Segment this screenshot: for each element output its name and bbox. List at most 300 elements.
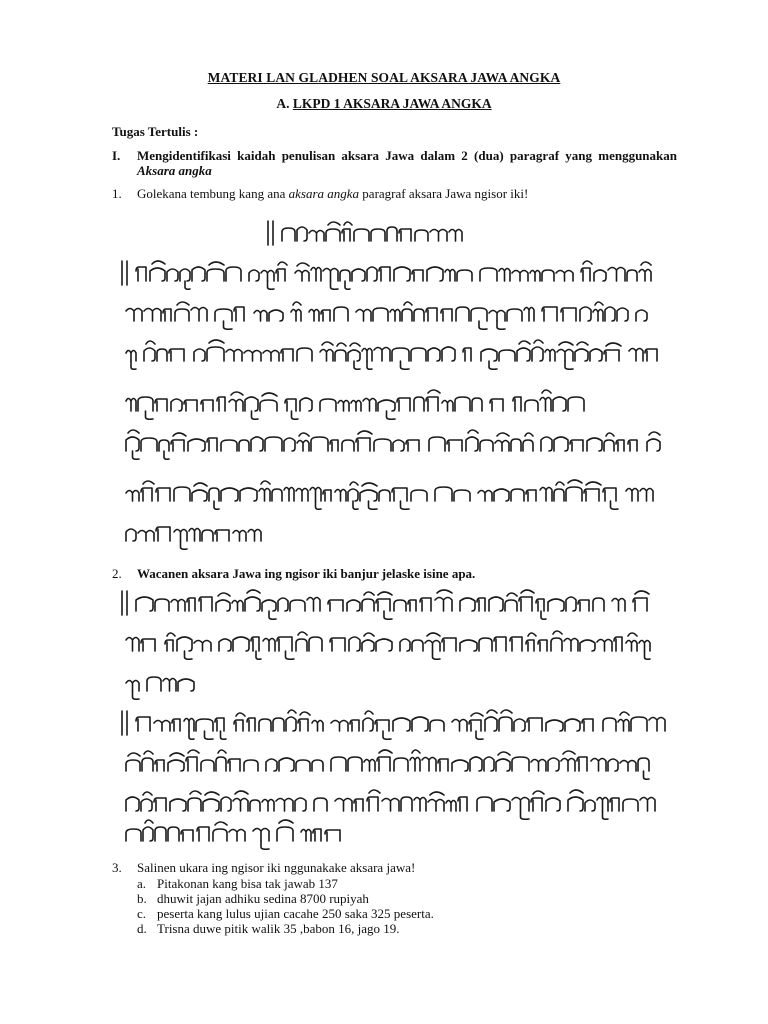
aksara-glyph bbox=[296, 760, 310, 771]
sandhangan-mark bbox=[279, 820, 293, 823]
aksara-glyph bbox=[362, 599, 374, 611]
aksara-glyph bbox=[526, 490, 536, 501]
aksara-glyph bbox=[296, 489, 308, 502]
sandhangan-mark bbox=[519, 341, 530, 344]
aksara-glyph bbox=[309, 310, 319, 322]
aksara-glyph bbox=[126, 399, 136, 412]
pasangan-mark bbox=[353, 501, 358, 509]
aksara-glyph bbox=[163, 679, 176, 692]
aksara-glyph bbox=[201, 760, 214, 771]
aksara-glyph bbox=[126, 309, 142, 322]
aksara-glyph bbox=[447, 440, 462, 451]
aksara-glyph bbox=[505, 600, 517, 611]
aksara-glyph bbox=[156, 527, 170, 541]
aksara-glyph bbox=[174, 530, 187, 542]
aksara-glyph bbox=[378, 400, 395, 411]
aksara-jawa-line bbox=[126, 790, 655, 819]
sandhangan-mark bbox=[525, 433, 533, 436]
pasangan-mark bbox=[479, 321, 487, 329]
aksara-glyph bbox=[335, 799, 352, 812]
aksara-glyph bbox=[229, 400, 243, 412]
aksara-glyph bbox=[452, 720, 467, 732]
aksara-glyph bbox=[647, 439, 660, 451]
aksara-glyph bbox=[597, 640, 612, 652]
aksara-glyph bbox=[156, 488, 170, 501]
pasangan-mark bbox=[205, 731, 214, 739]
sandhangan-mark bbox=[128, 753, 140, 756]
aksara-glyph bbox=[141, 488, 152, 501]
aksara-glyph bbox=[286, 717, 296, 731]
aksara-glyph bbox=[126, 681, 139, 692]
aksara-glyph bbox=[342, 229, 350, 241]
aksara-glyph bbox=[585, 800, 595, 811]
sandhangan-mark bbox=[190, 791, 201, 794]
aksara-glyph bbox=[142, 758, 153, 771]
aksara-glyph bbox=[510, 637, 522, 651]
aksara-glyph bbox=[626, 489, 638, 502]
aksara-glyph bbox=[494, 489, 509, 501]
pasangan-mark bbox=[221, 731, 227, 739]
sandhangan-mark bbox=[173, 433, 186, 436]
aksara-glyph bbox=[410, 758, 420, 772]
aksara-glyph bbox=[379, 490, 390, 501]
aksara-glyph bbox=[593, 598, 604, 611]
aksara-glyph bbox=[330, 440, 338, 451]
aksara-glyph bbox=[259, 719, 271, 731]
aksara-glyph bbox=[331, 757, 346, 771]
aksara-glyph bbox=[435, 487, 452, 501]
aksara-glyph bbox=[392, 488, 407, 501]
aksara-glyph bbox=[597, 798, 608, 812]
sandhangan-mark bbox=[568, 480, 582, 483]
aksara-glyph bbox=[512, 798, 529, 812]
aksara-glyph bbox=[557, 350, 573, 362]
aksara-glyph bbox=[259, 489, 270, 502]
aksara-glyph bbox=[580, 307, 591, 321]
aksara-glyph bbox=[263, 639, 275, 652]
aksara-glyph bbox=[141, 438, 157, 451]
aksara-glyph bbox=[180, 269, 190, 281]
sandhangan-mark bbox=[358, 431, 372, 434]
aksara-glyph bbox=[349, 637, 360, 651]
aksara-glyph bbox=[253, 829, 269, 842]
aksara-glyph bbox=[445, 270, 455, 282]
aksara-glyph bbox=[356, 310, 371, 322]
aksara-glyph bbox=[435, 598, 452, 612]
sandhangan-mark bbox=[322, 342, 333, 345]
question-3-number: 3. bbox=[112, 860, 122, 875]
aksara-glyph bbox=[154, 721, 170, 732]
pasangan-mark bbox=[189, 731, 194, 739]
aksara-glyph bbox=[494, 799, 510, 811]
aksara-glyph bbox=[542, 270, 554, 281]
aksara-glyph bbox=[477, 797, 492, 811]
question-2-number: 2. bbox=[112, 566, 122, 581]
aksara-jawa-line bbox=[126, 480, 653, 509]
aksara-glyph bbox=[517, 348, 530, 361]
aksara-glyph bbox=[172, 719, 180, 731]
pasangan-mark bbox=[354, 361, 360, 369]
aksara-glyph bbox=[568, 797, 583, 811]
aksara-glyph bbox=[438, 759, 448, 771]
aksara-glyph bbox=[393, 440, 404, 451]
question-2-text: Wacanen aksara Jawa ing ngisor iki banjur jelaske isine apa. bbox=[137, 566, 476, 581]
pasangan-mark bbox=[269, 611, 276, 619]
sandhangan-mark bbox=[606, 343, 621, 346]
aksara-glyph bbox=[640, 798, 655, 812]
aksara-glyph bbox=[568, 397, 584, 411]
aksara-glyph bbox=[392, 348, 409, 361]
aksara-glyph bbox=[400, 639, 410, 651]
aksara-glyph bbox=[254, 311, 267, 322]
aksara-glyph bbox=[426, 308, 437, 321]
aksara-glyph bbox=[239, 440, 249, 451]
sandhangan-mark bbox=[143, 481, 154, 484]
question-1-number: 1. bbox=[112, 186, 122, 201]
aksara-glyph bbox=[297, 227, 307, 241]
sandhangan-mark bbox=[378, 592, 392, 595]
aksara-glyph bbox=[126, 760, 140, 771]
aksara-glyph bbox=[310, 488, 321, 502]
aksara-glyph bbox=[489, 311, 505, 322]
aksara-glyph bbox=[126, 437, 139, 451]
aksara-glyph bbox=[371, 229, 385, 241]
aksara-glyph bbox=[639, 270, 651, 282]
aksara-glyph bbox=[429, 437, 445, 451]
sandhangan-mark bbox=[586, 482, 601, 485]
aksara-glyph bbox=[284, 488, 294, 502]
aksara-glyph bbox=[401, 797, 412, 811]
aksara-glyph bbox=[192, 267, 205, 281]
pasangan-mark bbox=[261, 841, 269, 849]
aksara-glyph bbox=[561, 308, 576, 321]
sandhangan-mark bbox=[350, 343, 360, 346]
aksara-glyph bbox=[507, 309, 522, 321]
aksara-glyph bbox=[290, 600, 305, 611]
section-i-number: I. bbox=[112, 148, 121, 163]
aksara-glyph bbox=[174, 487, 190, 501]
sandhangan-mark bbox=[606, 433, 614, 436]
aksara-glyph bbox=[541, 437, 552, 451]
aksara-glyph bbox=[471, 308, 487, 321]
aksara-glyph bbox=[603, 488, 616, 501]
aksara-glyph bbox=[291, 310, 301, 322]
aksara-jawa-lines bbox=[122, 221, 665, 849]
pasangan-mark bbox=[286, 651, 295, 659]
aksara-glyph bbox=[126, 638, 139, 652]
aksara-glyph bbox=[245, 597, 260, 611]
aksara-glyph bbox=[207, 438, 217, 451]
aksara-glyph bbox=[141, 799, 152, 811]
aksara-glyph bbox=[608, 759, 618, 771]
aksara-glyph bbox=[240, 488, 257, 501]
aksara-glyph bbox=[216, 600, 230, 611]
sandhangan-mark bbox=[501, 710, 512, 713]
pasangan-mark bbox=[164, 451, 169, 459]
aksara-jawa-line bbox=[126, 631, 650, 659]
aksara-glyph bbox=[428, 800, 444, 812]
aksara-glyph bbox=[367, 797, 378, 811]
aksara-glyph bbox=[442, 401, 453, 412]
aksara-glyph bbox=[376, 599, 390, 611]
aksara-glyph bbox=[525, 400, 538, 411]
aksara-glyph bbox=[640, 489, 653, 502]
aksara-glyph bbox=[540, 488, 552, 502]
aksara-glyph bbox=[192, 490, 207, 501]
aksara-glyph bbox=[177, 637, 192, 651]
aksara-glyph bbox=[321, 310, 330, 321]
aksara-glyph bbox=[272, 489, 282, 501]
aksara-glyph bbox=[628, 440, 637, 451]
sandhangan-mark bbox=[152, 261, 165, 264]
aksara-glyph bbox=[298, 719, 308, 731]
pasangan-mark bbox=[256, 651, 261, 659]
pasangan-mark bbox=[384, 611, 392, 619]
sandhangan-mark bbox=[595, 302, 603, 305]
aksara-glyph bbox=[323, 490, 331, 501]
aksara-glyph bbox=[575, 349, 588, 361]
aksara-glyph bbox=[215, 530, 229, 541]
aksara-glyph bbox=[163, 309, 171, 321]
aksara-glyph bbox=[604, 350, 619, 361]
pasangan-mark bbox=[401, 501, 410, 509]
aksara-glyph bbox=[394, 267, 410, 281]
aksara-glyph bbox=[532, 347, 543, 361]
aksara-glyph bbox=[612, 599, 625, 612]
aksara-glyph bbox=[126, 491, 139, 502]
sandhangan-mark bbox=[188, 750, 199, 753]
aksara-glyph bbox=[334, 307, 348, 321]
aksara-glyph bbox=[530, 271, 540, 282]
aksara-glyph bbox=[545, 350, 555, 362]
aksara-glyph bbox=[554, 489, 564, 501]
aksara-glyph bbox=[430, 230, 447, 242]
aksara-glyph bbox=[485, 717, 497, 731]
aksara-glyph bbox=[155, 827, 166, 841]
aksara-glyph bbox=[556, 271, 573, 282]
aksara-glyph bbox=[412, 270, 423, 281]
aksara-glyph bbox=[441, 309, 452, 321]
aksara-glyph bbox=[472, 398, 482, 411]
aksara-glyph bbox=[331, 721, 348, 732]
aksara-glyph bbox=[273, 718, 284, 731]
aksara-glyph bbox=[454, 490, 470, 501]
aksara-glyph bbox=[394, 758, 408, 771]
aksara-glyph bbox=[194, 641, 211, 652]
aksara-glyph bbox=[171, 440, 184, 451]
q1-text-italic: aksara angka bbox=[288, 186, 360, 201]
aksara-glyph bbox=[374, 348, 390, 362]
aksara-glyph bbox=[442, 347, 455, 361]
sandhangan-mark bbox=[170, 753, 184, 756]
sandhangan-mark bbox=[167, 633, 175, 636]
aksara-glyph bbox=[188, 798, 201, 811]
aksara-glyph bbox=[633, 598, 647, 611]
sandhangan-mark bbox=[542, 390, 551, 393]
sandhangan-mark bbox=[278, 262, 287, 265]
sandhangan-mark bbox=[209, 340, 224, 343]
question-3-text: Salinen ukara ing ngisor iki nggunakake aksara jawa! bbox=[137, 860, 416, 875]
aksara-glyph bbox=[342, 440, 354, 451]
aksara-glyph bbox=[262, 600, 276, 611]
pasangan-mark bbox=[603, 811, 609, 819]
aksara-glyph bbox=[285, 399, 296, 411]
aksara-glyph bbox=[157, 349, 167, 361]
sandhangan-mark bbox=[231, 392, 243, 395]
aksara-glyph bbox=[234, 307, 244, 321]
option-d-text: Trisna duwe pitik walik 35 ,babon 16, jago 19. bbox=[157, 921, 400, 936]
sandhangan-mark bbox=[364, 592, 374, 595]
aksara-glyph bbox=[154, 798, 166, 811]
sandhangan-mark bbox=[487, 710, 497, 713]
aksara-glyph bbox=[168, 827, 179, 841]
pasangan-mark bbox=[489, 361, 497, 369]
aksara-glyph bbox=[551, 638, 562, 651]
aksara-glyph bbox=[639, 641, 650, 652]
aksara-glyph bbox=[202, 530, 213, 541]
sandhangan-mark bbox=[300, 712, 310, 715]
aksara-glyph bbox=[452, 760, 468, 771]
aksara-glyph bbox=[184, 400, 197, 411]
aksara-jawa-line bbox=[122, 710, 665, 739]
sandhangan-mark bbox=[471, 713, 483, 716]
aksara-glyph bbox=[144, 309, 161, 322]
aksara-glyph bbox=[175, 309, 189, 321]
aksara-glyph bbox=[430, 720, 444, 731]
aksara-glyph bbox=[326, 229, 340, 241]
pasangan-mark bbox=[541, 611, 546, 619]
pasangan-mark bbox=[345, 281, 350, 289]
aksara-glyph bbox=[446, 801, 456, 812]
aksara-glyph bbox=[546, 720, 563, 731]
aksara-glyph bbox=[512, 757, 529, 771]
pasangan-mark bbox=[497, 321, 505, 329]
aksara-glyph bbox=[406, 440, 419, 451]
aksara-glyph bbox=[348, 489, 358, 501]
pasangan-mark bbox=[565, 361, 573, 369]
aksara-jawa-line bbox=[126, 820, 340, 849]
option-b-text: dhuwit jajan adhiku sedina 8700 rupiyah bbox=[157, 891, 369, 906]
aksara-glyph bbox=[608, 268, 625, 282]
aksara-glyph bbox=[297, 441, 309, 452]
aksara-glyph bbox=[399, 229, 411, 241]
sandhangan-mark bbox=[145, 820, 153, 823]
aksara-glyph bbox=[155, 399, 167, 411]
aksara-glyph bbox=[590, 349, 602, 361]
aksara-glyph bbox=[469, 720, 481, 731]
aksara-glyph bbox=[295, 798, 306, 811]
aksara-glyph bbox=[282, 228, 295, 241]
aksara-glyph bbox=[540, 398, 551, 412]
aksara-glyph bbox=[323, 269, 338, 282]
sandhangan-mark bbox=[553, 631, 562, 634]
aksara-glyph bbox=[565, 719, 580, 731]
aksara-glyph bbox=[449, 230, 462, 242]
aksara-glyph bbox=[564, 639, 578, 652]
sandhangan-mark bbox=[528, 633, 536, 636]
aksara-glyph bbox=[499, 269, 510, 282]
pasangan-mark bbox=[401, 361, 410, 369]
aksara-glyph bbox=[538, 640, 547, 651]
aksara-glyph bbox=[354, 229, 369, 241]
pasangan-mark bbox=[252, 411, 259, 419]
aksara-glyph bbox=[233, 531, 246, 542]
aksara-jawa-line bbox=[126, 527, 261, 549]
aksara-glyph bbox=[363, 399, 376, 412]
aksara-glyph bbox=[536, 599, 544, 611]
sandhangan-mark bbox=[379, 750, 392, 753]
aksara-glyph bbox=[587, 438, 602, 451]
aksara-glyph bbox=[265, 437, 282, 451]
sandhangan-mark bbox=[521, 590, 534, 593]
sandhangan-mark bbox=[498, 752, 510, 755]
subtitle-text: LKPD 1 AKSARA JAWA ANGKA bbox=[292, 96, 492, 111]
aksara-glyph bbox=[442, 638, 456, 651]
aksara-glyph bbox=[314, 798, 327, 811]
aksara-jawa-line bbox=[122, 590, 649, 619]
aksara-glyph bbox=[649, 718, 665, 732]
aksara-glyph bbox=[278, 598, 288, 611]
aksara-glyph bbox=[284, 438, 295, 451]
sandhangan-mark bbox=[344, 222, 352, 225]
sandhangan-mark bbox=[404, 302, 412, 305]
aksara-glyph bbox=[141, 639, 155, 651]
aksara-glyph bbox=[228, 759, 240, 771]
aksara-jawa-line bbox=[126, 677, 194, 699]
q1-text-after: paragraf aksara Jawa ngisor iki! bbox=[359, 186, 529, 201]
sandhangan-mark bbox=[556, 482, 564, 485]
aksara-glyph bbox=[348, 757, 362, 771]
aksara-glyph bbox=[511, 489, 524, 501]
aksara-glyph bbox=[631, 717, 647, 731]
aksara-glyph bbox=[373, 308, 388, 321]
aksara-glyph bbox=[494, 637, 506, 651]
aksara-glyph bbox=[582, 719, 593, 731]
aksara-glyph bbox=[367, 267, 377, 281]
aksara-glyph bbox=[584, 489, 599, 501]
aksara-glyph bbox=[247, 718, 255, 731]
pasangan-mark bbox=[181, 541, 188, 549]
aksara-glyph bbox=[312, 721, 323, 732]
aksara-jawa-line bbox=[126, 340, 657, 369]
aksara-glyph bbox=[495, 441, 509, 452]
aksara-jawa-line bbox=[126, 430, 660, 459]
pasangan-mark bbox=[433, 651, 441, 659]
aksara-glyph bbox=[374, 439, 391, 451]
aksara-glyph bbox=[311, 268, 321, 282]
sandhangan-mark bbox=[205, 792, 219, 795]
aksara-glyph bbox=[566, 487, 582, 501]
aksara-glyph bbox=[629, 349, 643, 362]
pasangan-mark bbox=[476, 731, 483, 739]
aksara-glyph bbox=[251, 437, 263, 451]
sandhangan-mark bbox=[369, 790, 380, 793]
aksara-glyph bbox=[618, 720, 629, 732]
pasangan-mark bbox=[224, 321, 233, 329]
aksara-glyph bbox=[414, 798, 426, 812]
aksara-glyph bbox=[281, 349, 293, 361]
aksara-glyph bbox=[523, 440, 533, 451]
aksara-glyph bbox=[362, 640, 374, 651]
aksara-glyph bbox=[455, 397, 470, 411]
aksara-glyph bbox=[191, 308, 207, 322]
aksara-glyph bbox=[215, 718, 224, 731]
aksara-glyph bbox=[496, 759, 510, 771]
aksara-glyph bbox=[171, 399, 182, 411]
sandhangan-mark bbox=[194, 483, 207, 486]
aksara-glyph bbox=[309, 231, 324, 242]
aksara-glyph bbox=[348, 350, 360, 361]
